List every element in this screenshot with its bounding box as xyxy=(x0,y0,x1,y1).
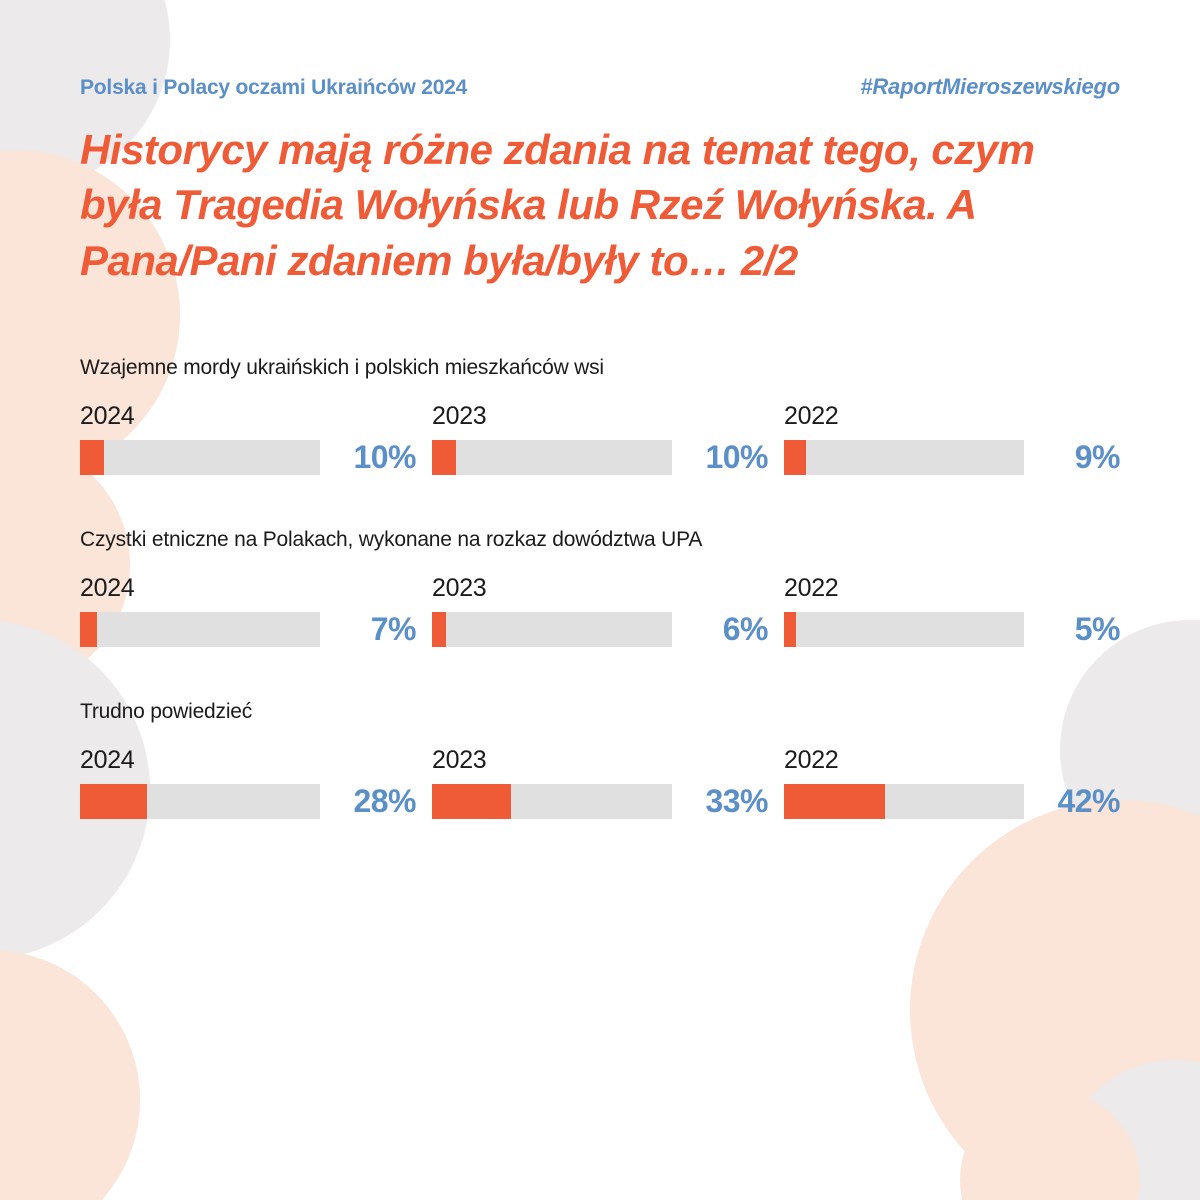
report-kicker: Polska i Polacy oczami Ukraińców 2024 xyxy=(80,76,468,99)
bar-fill xyxy=(432,440,456,475)
bar-year-label: 2024 xyxy=(80,574,135,603)
bar-value-label: 42% xyxy=(1057,783,1120,820)
bar-track xyxy=(80,784,320,819)
bar-track xyxy=(432,440,672,475)
bar-year-label: 2023 xyxy=(432,746,487,775)
bar-block xyxy=(432,746,768,820)
chart-group xyxy=(80,528,1120,648)
bar-block xyxy=(80,574,416,648)
header-bar xyxy=(80,0,1120,100)
bar-row xyxy=(432,611,768,648)
bar-block xyxy=(432,402,768,476)
bar-block xyxy=(784,746,1120,820)
bar-fill xyxy=(80,784,147,819)
page-title: Historycy mają różne zdania na temat tego, czym była Tragedia Wołyńska lub Rzeź Wołyńska. A Pana/Pani zdaniem była/były to… 2/2 xyxy=(80,126,1035,284)
bar-value-label: 33% xyxy=(705,783,768,820)
bar-value-label: 6% xyxy=(722,611,768,648)
chart-group xyxy=(80,356,1120,476)
bar-fill xyxy=(784,784,885,819)
bar-row xyxy=(784,783,1120,820)
bar-fill xyxy=(80,612,97,647)
bar-block xyxy=(432,574,768,648)
bar-row xyxy=(432,783,768,820)
bar-block xyxy=(80,402,416,476)
bar-year-label: 2022 xyxy=(784,574,839,603)
bar-year-label: 2023 xyxy=(432,402,487,431)
bar-value-label: 28% xyxy=(353,783,416,820)
bar-block xyxy=(80,746,416,820)
bar-block xyxy=(784,402,1120,476)
group-label: Wzajemne mordy ukraińskich i polskich mieszkańców wsi xyxy=(80,356,604,380)
bar-value-label: 7% xyxy=(370,611,416,648)
bar-year-label: 2022 xyxy=(784,402,839,431)
bar-row xyxy=(784,611,1120,648)
bar-track xyxy=(784,612,1024,647)
bar-fill xyxy=(784,440,806,475)
bar-track xyxy=(80,612,320,647)
group-label: Czystki etniczne na Polakach, wykonane na rozkaz dowództwa UPA xyxy=(80,528,703,552)
bar-track xyxy=(432,784,672,819)
chart-group xyxy=(80,700,1120,820)
group-label: Trudno powiedzieć xyxy=(80,700,253,724)
bar-year-label: 2024 xyxy=(80,746,135,775)
bar-value-label: 9% xyxy=(1074,439,1120,476)
bar-track xyxy=(784,784,1024,819)
bar-row xyxy=(80,611,416,648)
bar-fill xyxy=(432,784,511,819)
bar-value-label: 5% xyxy=(1074,611,1120,648)
bar-track xyxy=(432,612,672,647)
bar-year-label: 2022 xyxy=(784,746,839,775)
bar-row xyxy=(80,783,416,820)
bar-year-label: 2024 xyxy=(80,402,135,431)
bar-fill xyxy=(432,612,446,647)
bar-block xyxy=(784,574,1120,648)
bar-track xyxy=(80,440,320,475)
bar-year-label: 2023 xyxy=(432,574,487,603)
bar-row-set xyxy=(80,402,1120,476)
bar-row xyxy=(784,439,1120,476)
bar-row-set xyxy=(80,746,1120,820)
bar-value-label: 10% xyxy=(353,439,416,476)
report-hashtag: #RaportMieroszewskiego xyxy=(860,74,1120,99)
bar-row xyxy=(80,439,416,476)
bar-fill xyxy=(80,440,104,475)
bar-fill xyxy=(784,612,796,647)
bar-row xyxy=(432,439,768,476)
bar-row-set xyxy=(80,574,1120,648)
bar-track xyxy=(784,440,1024,475)
chart-groups xyxy=(80,356,1120,820)
bar-value-label: 10% xyxy=(705,439,768,476)
